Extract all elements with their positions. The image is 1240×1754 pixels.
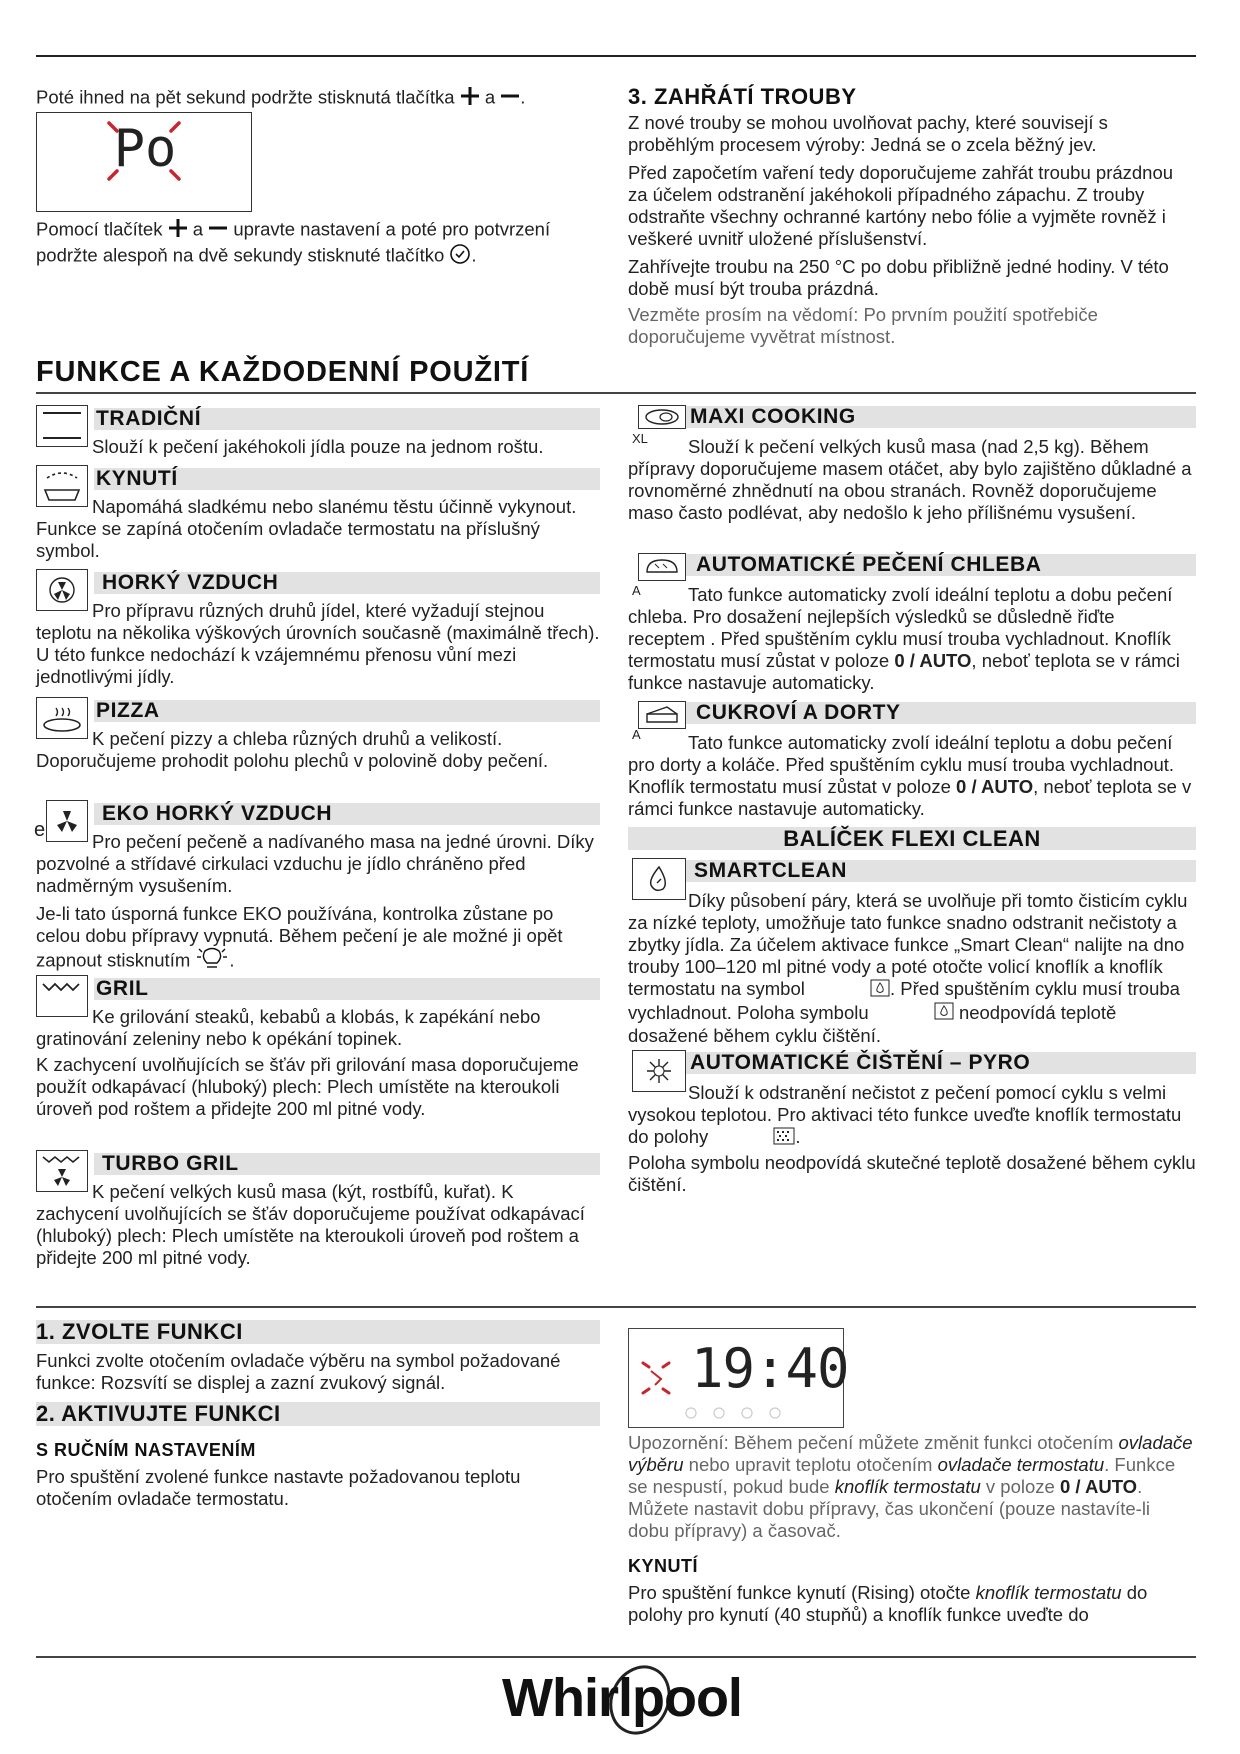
pyro-title: AUTOMATICKÉ ČIŠTĚNÍ – PYRO: [690, 1051, 1031, 1074]
turbo-text: K pečení velkých kusů masa (kýt, rostbífů, kuřat). K zachycení uvolňujících se šťáv doporučujeme používat odkapávací (hluboký) plech: Plech umístěte na kteroukoli úroveň pod roštem a přidejte 200 ml pitné vody.: [36, 1181, 585, 1268]
display-time: [628, 1328, 849, 1428]
maxi-text: Slouží k pečení velkých kusů masa (nad 2,5 kg). Během přípravy doporučujeme masem otáčet, aby bylo zajištěno důkladné a rovnoměrné zhnědnutí na obou stranách. Rovněž doporučujeme maso často podlévat, aby nedošlo k jeho přílišnému vysušení.: [628, 436, 1192, 523]
smart-text: Díky působení páry, která se uvolňuje při tomto čisticím cyklu za nízké teploty, umožňuje tato funkce snadno odstranit nečistoty a zbytky jídla. Za účelem aktivace funkce „Smart Clean“ nalijte na dno trouby 100–120 ml pitné vody a poté otočte volicí knoflík a knoflík termostatu na symbol . Před spuštěním cyklu musí trouba vychladnout. Poloha symbolu neodpovídá teplotě dosažené během cyklu čištění.: [628, 890, 1188, 1047]
chleba-title: AUTOMATICKÉ PEČENÍ CHLEBA: [696, 553, 1042, 576]
gril-text: Ke grilování steaků, kebabů a klobás, k zapékání nebo gratinování zeleniny nebo k opékání topinek.: [36, 1006, 541, 1049]
eko-e-icon: e: [34, 819, 46, 841]
maxi-xl-label: XL: [632, 431, 648, 446]
eko-title: EKO HORKÝ VZDUCH: [102, 802, 333, 825]
gril-bar: [94, 978, 600, 1000]
smartclean-small-icon: [874, 1002, 954, 1025]
dorty-title: CUKROVÍ A DORTY: [696, 701, 901, 724]
steps-rule: [36, 1306, 1196, 1308]
manual-text: Pro spuštění zvolené funkce nastavte požadovanou teplotu otočením ovladače termostatu.: [36, 1466, 521, 1509]
bottom-rule: [36, 1656, 1196, 1658]
notice-text: Upozornění: Během pečení můžete změnit funkci otočením ovladače výběru nebo upravit teplotu otočením ovladače termostatu. Funkce se nespustí, pokud bude knoflík termostatu v poloze 0 / AUTO. Můžete nastavit dobu přípravy, čas ukončení (pouze nastavíte-li dobu přípravy) a časovač.: [628, 1432, 1193, 1541]
pyro-text: Slouží k odstranění nečistot z pečení pomocí cyklu s velmi vysokou teplotou. Pro aktivaci této funkce uveďte knoflík termostatu do polohy .: [628, 1082, 1196, 1150]
display-po-text: Po: [113, 119, 177, 179]
rising-text: Pro spuštění funkce kynutí (Rising) otočte knoflík termostatu do polohy pro kynutí (40 stupňů) a knoflík funkce uveďte do: [628, 1582, 1148, 1625]
kynuti-text: Napomáhá sladkému nebo slanému těstu účinně vykynout. Funkce se zapíná otočením ovladače termostatu na příslušný symbol.: [36, 496, 577, 561]
clock-icon: [449, 243, 471, 270]
plus-icon: [168, 218, 188, 243]
plus-icon: [460, 86, 480, 111]
dorty-a-label: A: [632, 727, 641, 742]
step1-title: 1. ZVOLTE FUNKCI: [36, 1319, 243, 1344]
top-rule: [36, 55, 1196, 57]
tradicni-title: TRADIČNÍ: [96, 407, 202, 430]
whirlpool-logo: [500, 1662, 740, 1742]
intro-hold-text: Poté ihned na pět sekund podržte stisknutá tlačítka a .: [36, 86, 596, 111]
eko-text: Pro pečení pečeně a nadívaného masa na jedné úrovni. Díky pozvolné a střídavé cirkulaci vzduchu je jídlo chráněno před nadměrným vysušením.: [36, 831, 594, 896]
tradicni-text: Slouží k pečení jakéhokoli jídla pouze na jednom roštu.: [92, 436, 544, 457]
light-icon: [195, 947, 229, 976]
chleba-text: Tato funkce automaticky zvolí ideální teplotu a dobu pečení chleba. Pro dosažení nejlepších výsledků se důsledně řiďte receptem . Před spuštěním cyklu musí trouba vychladnout. Knoflík termostatu musí zůstat v poloze 0 / AUTO, neboť teplota se v rámci funkce nastavuje automaticky.: [628, 584, 1180, 693]
pyro-small-icon: [713, 1127, 795, 1150]
dorty-icon: [638, 701, 686, 729]
flexi-title: BALÍČEK FLEXI CLEAN: [783, 826, 1041, 851]
step2-title: 2. AKTIVUJTE FUNKCI: [36, 1401, 281, 1426]
horky-text: Pro přípravu různých druhů jídel, které vyžadují stejnou teplotu na několika výškových úrovních současně (maximálně třech). U této funkce nedochází k vzájemnému přenosu vůní mezi jednotlivými jídly.: [36, 600, 600, 687]
smart-title: SMARTCLEAN: [694, 859, 847, 882]
minus-icon: [208, 218, 228, 243]
manual-title: S RUČNÍM NASTAVENÍM: [36, 1440, 256, 1460]
intro-adjust-text: Pomocí tlačítek a upravte nastavení a poté pro potvrzení podržte alespoň na dvě sekundy stisknuté tlačítko .: [36, 218, 606, 270]
pizza-title: PIZZA: [96, 699, 160, 722]
kynuti-title: KYNUTÍ: [96, 467, 178, 490]
eko-text2: Je-li tato úsporná funkce EKO používána, kontrolka zůstane po celou dobu přípravy vypnutá. Během pečení je ale možné ji opět zapnout stisknutím .: [36, 903, 600, 976]
brand-text: Whirlpool: [502, 1668, 742, 1728]
heating-p3: Zahřívejte troubu na 250 °C po dobu přibližně jedné hodiny. V této době musí být trouba prázdná.: [628, 256, 1169, 299]
rising-title: KYNUTÍ: [628, 1556, 698, 1576]
display-po: [36, 112, 252, 212]
heating-note: Vezměte prosím na vědomí: Po prvním použití spotřebiče doporučujeme vyvětrat místnost.: [628, 304, 1098, 347]
gril-text2: K zachycení uvolňujících se šťáv při grilování masa doporučujeme použít odkapávací (hluboký) plech: Plech umístěte na kteroukoli úroveň pod roštem a přidejte 200 ml pitné vody.: [36, 1054, 579, 1119]
heating-p2: Před započetím vaření tedy doporučujeme zahřát troubu prázdnou za účelem odstranění jakéhokoli případného zápachu. Z trouby odstraňte všechny ochranné kartóny nebo fólie a vyjměte rovněž i veškeré uvnitř uložené příslušenství.: [628, 162, 1174, 249]
turbo-title: TURBO GRIL: [102, 1152, 239, 1175]
horky-title: HORKÝ VZDUCH: [102, 571, 279, 594]
chleba-icon: [638, 553, 686, 581]
smartclean-small-icon: [810, 979, 890, 1002]
maxi-title: MAXI COOKING: [690, 405, 856, 428]
pizza-text: K pečení pizzy a chleba různých druhů a velikostí. Doporučujeme prohodit polohu plechů v polovině doby pečení.: [36, 728, 549, 771]
minus-icon: [500, 86, 520, 111]
gril-title: GRIL: [96, 977, 149, 1000]
pyro-text2: Poloha symbolu neodpovídá skutečné teplotě dosažené během cyklu čištění.: [628, 1152, 1196, 1195]
pizza-bar: [94, 700, 600, 722]
maxi-icon: [638, 405, 686, 429]
heating-p1: Z nové trouby se mohou uvolňovat pachy, které souvisejí s proběhlým procesem výroby: Jedná se o zcela běžný jev.: [628, 112, 1108, 155]
heating-title: 3. ZAHŘÁTÍ TROUBY: [628, 84, 857, 109]
functions-rule: [36, 392, 1196, 394]
dorty-text: Tato funkce automaticky zvolí ideální teplotu a dobu pečení pro dorty a koláče. Před spuštěním cyklu musí trouba vychladnout. Knoflík termostatu musí zůstat v poloze 0 / AUTO, neboť teplota se v rámci funkce nastavuje automaticky.: [628, 732, 1192, 819]
functions-title: FUNKCE A KAŽDODENNÍ POUŽITÍ: [36, 356, 530, 388]
display-time-text: 19:40: [691, 1337, 849, 1400]
step1-text: Funkci zvolte otočením ovladače výběru na symbol požadované funkce: Rozsvítí se displej a zazní zvukový signál.: [36, 1350, 561, 1393]
chleba-a-label: A: [632, 583, 641, 598]
